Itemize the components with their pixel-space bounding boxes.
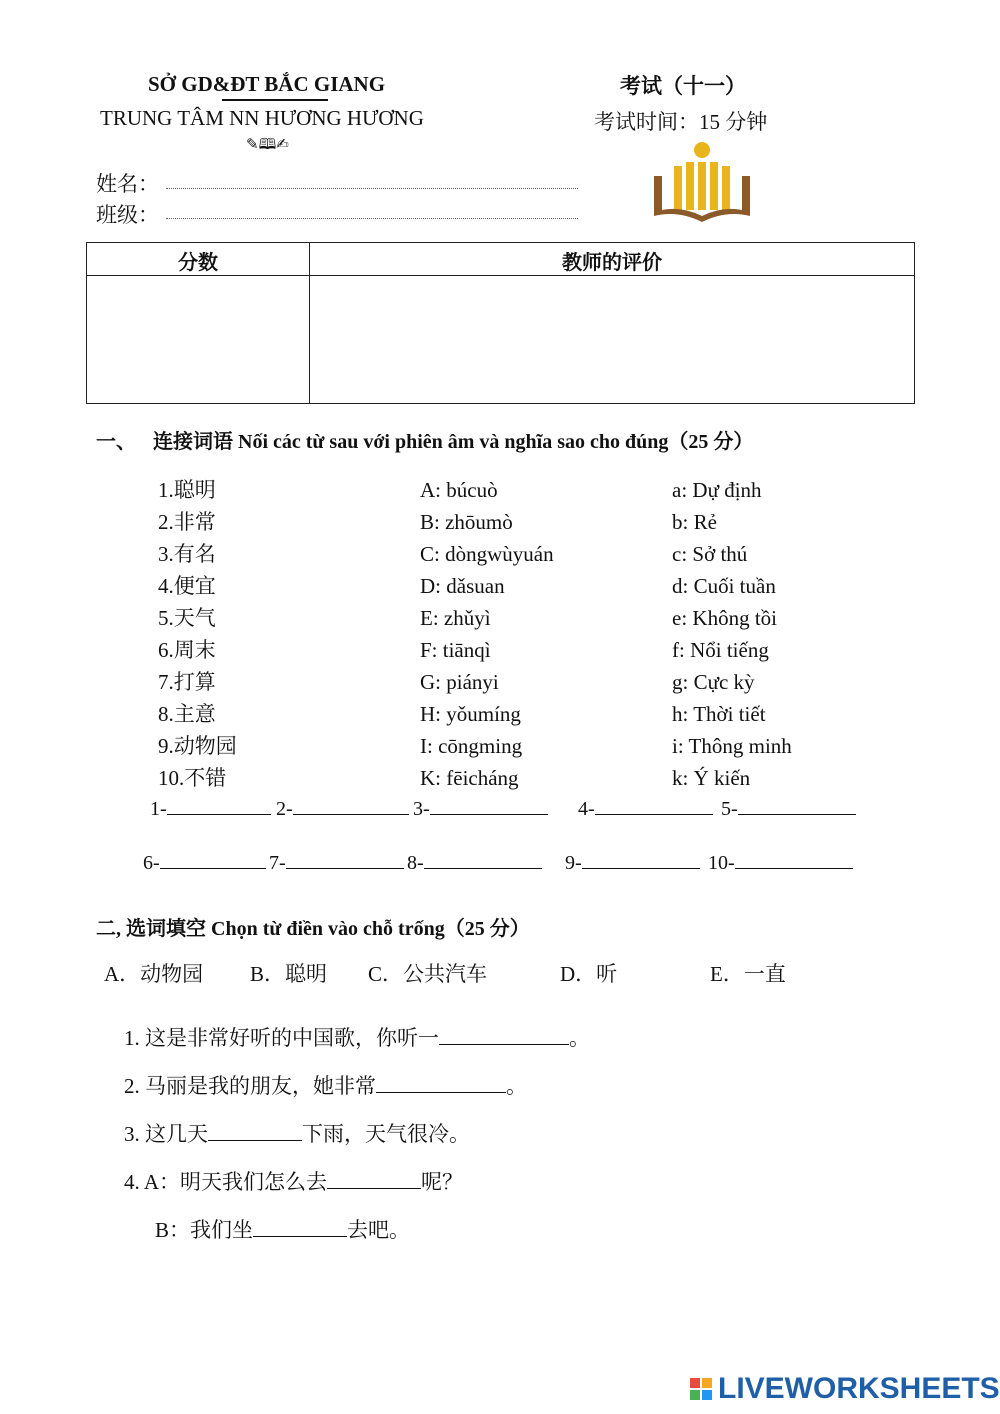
list-item: G: piányi [420, 670, 499, 694]
answer-label: 10- [708, 852, 735, 874]
list-item: g: Cực kỳ [672, 670, 755, 694]
section2-title: 二, 选词填空 Chọn từ điền vào chỗ trống（25 分） [96, 918, 530, 940]
list-item: i: Thông minh [672, 734, 792, 758]
word-list [158, 474, 237, 794]
list-item: f: Nổi tiếng [672, 638, 769, 662]
question-2: 2. 马丽是我的朋友，她非常 。 [124, 1074, 527, 1098]
question-1-blank[interactable] [439, 1026, 569, 1045]
list-item: H: yǒumíng [420, 702, 521, 726]
option-c: C．公共汽车 [368, 962, 488, 986]
answer-label: 9- [565, 852, 582, 874]
answer-blank[interactable] [293, 796, 409, 815]
list-item: B: zhōumò [420, 510, 513, 534]
score-column-header: 分数 [178, 252, 218, 274]
score-cell[interactable] [91, 279, 305, 399]
answer-blank[interactable] [430, 796, 548, 815]
list-item: I: cōngming [420, 734, 523, 758]
center-logo-icon [652, 140, 752, 226]
list-item: 3.有名 [158, 542, 216, 566]
answer-label: 7- [269, 852, 286, 874]
question-4b-blank[interactable] [253, 1218, 347, 1237]
department-title: SỞ GD&ĐT BẮC GIANG [148, 72, 386, 96]
list-item: 8.主意 [158, 702, 216, 726]
list-item: 5.天气 [158, 606, 216, 630]
class-field[interactable] [166, 217, 578, 219]
name-label: 姓名： [96, 172, 159, 196]
answer-blank[interactable] [582, 850, 700, 869]
answer-label: 6- [143, 852, 160, 874]
list-item: C: dòngwùyuán [420, 542, 554, 566]
teacher-comment-column-header: 教师的评价 [562, 252, 662, 274]
answer-label: 3- [413, 798, 430, 820]
list-item: d: Cuối tuần [672, 574, 776, 598]
answer-blank[interactable] [167, 796, 271, 815]
list-item: 2.非常 [158, 510, 216, 534]
book-ornament-icon: ✎🕮✍ [246, 135, 289, 153]
title-underline [222, 99, 328, 101]
answer-blank[interactable] [595, 796, 713, 815]
liveworksheets-logo [690, 1372, 1000, 1406]
name-field[interactable] [166, 187, 578, 189]
answer-label: 2- [276, 798, 293, 820]
answer-blank[interactable] [286, 850, 404, 869]
list-item: 1.聪明 [158, 478, 216, 502]
section1-title: 连接词语 Nối các từ sau với phiên âm và nghĩa sao cho đúng（25 分） [153, 431, 754, 453]
question-3-blank[interactable] [208, 1122, 302, 1141]
list-item: 9.动物园 [158, 734, 237, 758]
list-item: k: Ý kiến [672, 766, 751, 790]
center-name: TRUNG TÂM NN HƯƠNG HƯƠNG [100, 106, 424, 130]
exam-time: 考试时间：15 分钟 [594, 110, 768, 134]
liveworksheets-brand: LIVEWORKSHEETS [718, 1372, 1000, 1405]
list-item: F: tiānqì [420, 638, 491, 662]
option-d: D．听 [560, 962, 618, 986]
list-item: K: fēicháng [420, 766, 519, 790]
pinyin-list [420, 474, 554, 794]
list-item: D: dǎsuan [420, 574, 505, 598]
section1-number: 一、 [96, 431, 136, 453]
answer-label: 4- [578, 798, 595, 820]
list-item: e: Không tồi [672, 606, 777, 630]
answer-label: 8- [407, 852, 424, 874]
answer-blank[interactable] [424, 850, 542, 869]
answer-label: 5- [721, 798, 738, 820]
answer-blank[interactable] [738, 796, 856, 815]
option-b: B．聪明 [250, 962, 328, 986]
liveworksheets-squares-icon [690, 1378, 712, 1400]
option-e: E．一直 [710, 962, 786, 986]
answer-blank[interactable] [160, 850, 266, 869]
list-item: a: Dự định [672, 478, 762, 502]
class-label: 班级： [96, 203, 159, 227]
question-4-blank[interactable] [327, 1170, 421, 1189]
list-item: 7.打算 [158, 670, 216, 694]
list-item: 6.周末 [158, 638, 216, 662]
list-item: E: zhǔyì [420, 606, 491, 630]
question-4: 4. A：明天我们怎么去 呢？ [124, 1170, 464, 1194]
question-3: 3. 这几天 下雨，天气很冷。 [124, 1122, 470, 1146]
meaning-list [672, 474, 792, 794]
list-item: A: búcuò [420, 478, 498, 502]
teacher-comment-cell[interactable] [315, 279, 911, 399]
list-item: 10.不错 [158, 766, 227, 790]
list-item: c: Sở thú [672, 542, 748, 566]
exam-title: 考试（十一） [620, 74, 746, 98]
list-item: b: Rẻ [672, 510, 717, 534]
answer-blank[interactable] [735, 850, 853, 869]
question-4b: B：我们坐 去吧。 [155, 1218, 411, 1242]
answer-label: 1- [150, 798, 167, 820]
list-item: h: Thời tiết [672, 702, 766, 726]
option-a: A．动物园 [104, 962, 204, 986]
score-table [86, 242, 915, 404]
question-1: 1. 这是非常好听的中国歌，你听一 。 [124, 1026, 590, 1050]
question-2-blank[interactable] [376, 1074, 506, 1093]
list-item: 4.便宜 [158, 574, 216, 598]
